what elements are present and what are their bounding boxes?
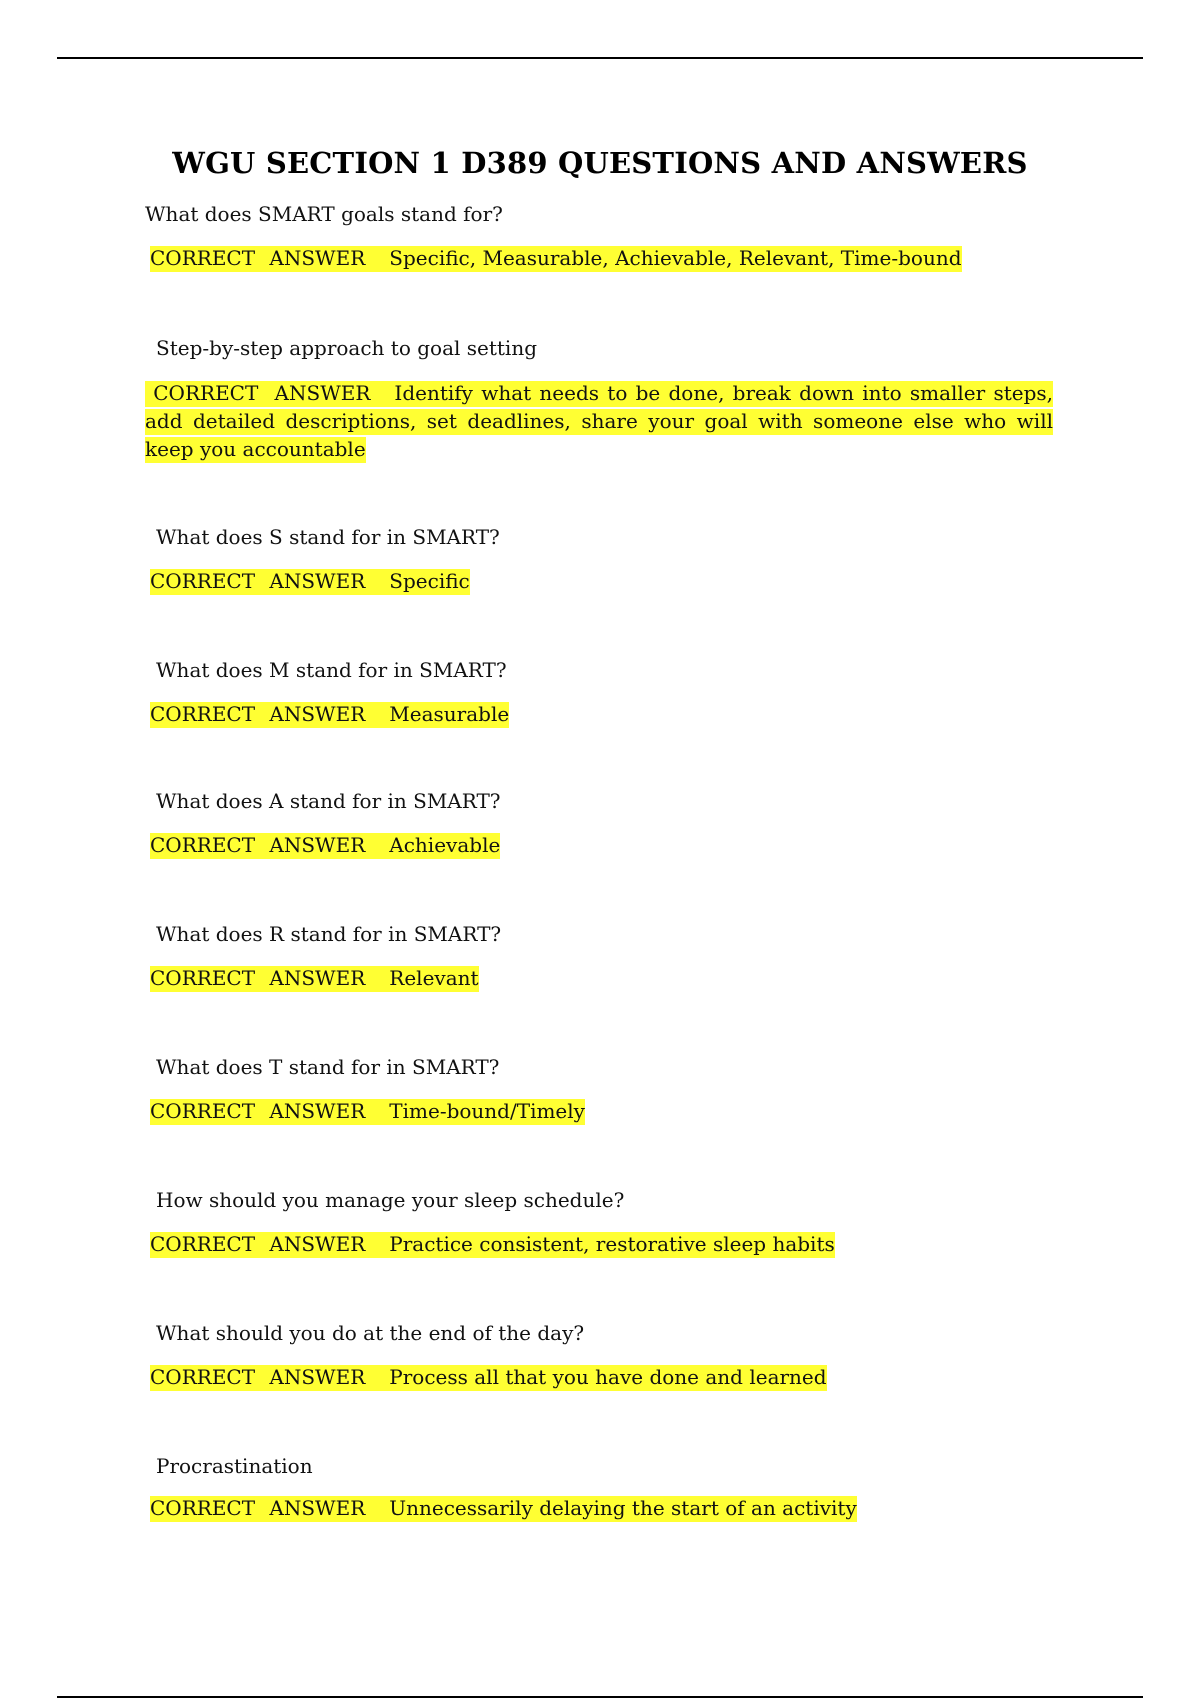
answer-value: Specific xyxy=(389,569,470,593)
answer-text xyxy=(150,568,470,594)
answer-value: Identify what needs to be done, break down into smaller steps, add detailed descriptions, set deadlines, share your goal with someone else who will keep you accountable xyxy=(145,381,1054,461)
question-text: What does T stand for in SMART? xyxy=(156,1055,500,1079)
answer-label: CORRECT ANSWER xyxy=(150,966,366,990)
answer-label: CORRECT ANSWER xyxy=(150,1232,366,1256)
answer-text xyxy=(150,245,962,271)
top-rule xyxy=(57,57,1143,59)
answer-value: Achievable xyxy=(389,833,501,857)
answer-value: Measurable xyxy=(389,702,510,726)
answer-value: Practice consistent, restorative sleep habits xyxy=(389,1232,835,1256)
answer-value: Unnecessarily delaying the start of an activity xyxy=(389,1496,857,1520)
answer-label: CORRECT ANSWER xyxy=(150,833,366,857)
answer-label: CORRECT ANSWER xyxy=(150,569,366,593)
answer-text xyxy=(150,1098,585,1124)
answer-text xyxy=(145,379,1053,463)
answer-text xyxy=(150,1364,827,1390)
answer-text xyxy=(150,1495,857,1521)
answer-label: CORRECT ANSWER xyxy=(150,702,366,726)
question-text: How should you manage your sleep schedule? xyxy=(156,1188,625,1212)
answer-label: CORRECT ANSWER xyxy=(150,1365,366,1389)
answer-label: CORRECT ANSWER xyxy=(153,381,371,405)
answer-label: CORRECT ANSWER xyxy=(150,246,366,270)
answer-text xyxy=(150,1231,835,1257)
question-text: Procrastination xyxy=(156,1454,313,1478)
answer-text xyxy=(150,832,500,858)
question-text: Step-by-step approach to goal setting xyxy=(156,336,537,360)
answer-text xyxy=(150,965,479,991)
answer-text xyxy=(150,701,509,727)
question-text: What should you do at the end of the day? xyxy=(156,1321,585,1345)
answer-value: Time-bound/Timely xyxy=(389,1099,585,1123)
bottom-rule xyxy=(57,1696,1143,1698)
answer-label: CORRECT ANSWER xyxy=(150,1496,366,1520)
question-text: What does M stand for in SMART? xyxy=(156,658,507,682)
question-text: What does S stand for in SMART? xyxy=(156,525,500,549)
answer-label: CORRECT ANSWER xyxy=(150,1099,366,1123)
question-text: What does SMART goals stand for? xyxy=(145,202,503,226)
answer-value: Process all that you have done and learned xyxy=(389,1365,827,1389)
question-text: What does R stand for in SMART? xyxy=(156,922,502,946)
question-text: What does A stand for in SMART? xyxy=(156,789,501,813)
page-title: WGU SECTION 1 D389 QUESTIONS AND ANSWERS xyxy=(172,146,1028,180)
answer-value: Specific, Measurable, Achievable, Relevant, Time-bound xyxy=(389,246,962,270)
answer-value: Relevant xyxy=(389,966,479,990)
